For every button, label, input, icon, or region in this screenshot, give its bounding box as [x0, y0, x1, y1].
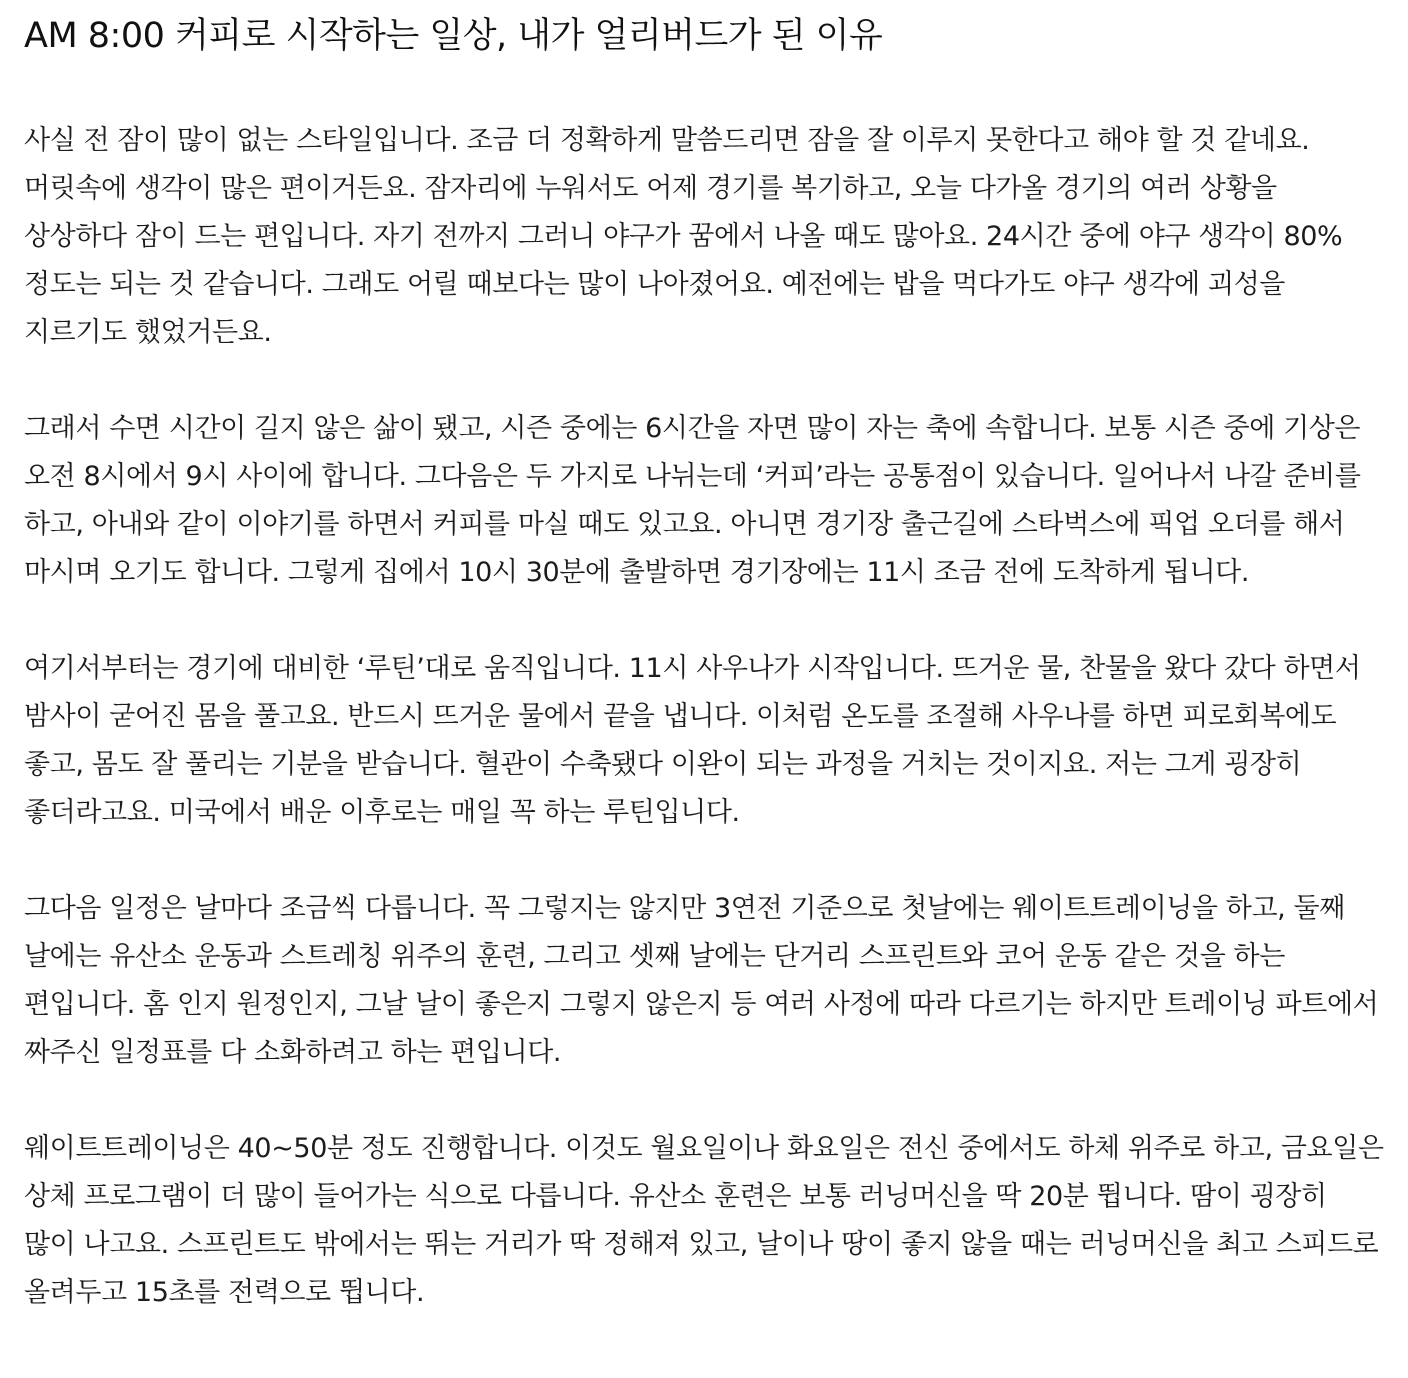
- article-paragraph: 그래서 수면 시간이 길지 않은 삶이 됐고, 시즌 중에는 6시간을 자면 많이 자는 축에 속합니다. 보통 시즌 중에 기상은 오전 8시에서 9시 사이에 합니다. 그다음은 두 가지로 나뉘는데 ‘커피’라는 공통점이 있습니다. 일어나서 나갈 준비를 하고, 아내와 같이 이야기를 하면서 커피를 마실 때도 있고요. 아니면 경기장 출근길에 스타벅스에 픽업 오더를 해서 마시며 오기도 합니다. 그렇게 집에서 10시 30분에 출발하면 경기장에는 11시 조금 전에 도착하게 됩니다.: [24, 413, 1361, 588]
- article-paragraph: 웨이트트레이닝은 40~50분 정도 진행합니다. 이것도 월요일이나 화요일은 전신 중에서도 하체 위주로 하고, 금요일은 상체 프로그램이 더 많이 들어가는 식으로 다릅니다. 유산소 훈련은 보통 러닝머신을 딱 20분 뜁니다. 땀이 굉장히 많이 나고요. 스프린트도 밖에서는 뛰는 거리가 딱 정해져 있고, 날이나 땅이 좋지 않을 때는 러닝머신을 최고 스피드로 올려두고 15초를 전력으로 뜁니다.: [24, 1133, 1384, 1308]
- article-body: [24, 117, 1384, 1317]
- article-paragraph: 그다음 일정은 날마다 조금씩 다릅니다. 꼭 그렇지는 않지만 3연전 기준으로 첫날에는 웨이트트레이닝을 하고, 둘째 날에는 유산소 운동과 스트레칭 위주의 훈련, 그리고 셋째 날에는 단거리 스프린트와 코어 운동 같은 것을 하는 편입니다. 홈 인지 원정인지, 그날 날이 좋은지 그렇지 않은지 등 여러 사정에 따라 다르기는 하지만 트레이닝 파트에서 짜주신 일정표를 다 소화하려고 하는 편입니다.: [24, 893, 1379, 1068]
- article-title: AM 8:00 커피로 시작하는 일상, 내가 얼리버드가 된 이유: [24, 16, 883, 56]
- article-paragraph: 여기서부터는 경기에 대비한 ‘루틴’대로 움직입니다. 11시 사우나가 시작입니다. 뜨거운 물, 찬물을 왔다 갔다 하면서 밤사이 굳어진 몸을 풀고요. 반드시 뜨거운 물에서 끝을 냅니다. 이처럼 온도를 조절해 사우나를 하면 피로회복에도 좋고, 몸도 잘 풀리는 기분을 받습니다. 혈관이 수축됐다 이완이 되는 과정을 거치는 것이지요. 저는 그게 굉장히 좋더라고요. 미국에서 배운 이후로는 매일 꼭 하는 루틴입니다.: [24, 653, 1361, 828]
- article-paragraph: 사실 전 잠이 많이 없는 스타일입니다. 조금 더 정확하게 말씀드리면 잠을 잘 이루지 못한다고 해야 할 것 같네요. 머릿속에 생각이 많은 편이거든요. 잠자리에 누워서도 어제 경기를 복기하고, 오늘 다가올 경기의 여러 상황을 상상하다 잠이 드는 편입니다. 자기 전까지 그러니 야구가 꿈에서 나올 때도 많아요. 24시간 중에 야구 생각이 80% 정도는 되는 것 같습니다. 그래도 어릴 때보다는 많이 나아졌어요. 예전에는 밥을 먹다가도 야구 생각에 괴성을 지르기도 했었거든요.: [24, 125, 1343, 348]
